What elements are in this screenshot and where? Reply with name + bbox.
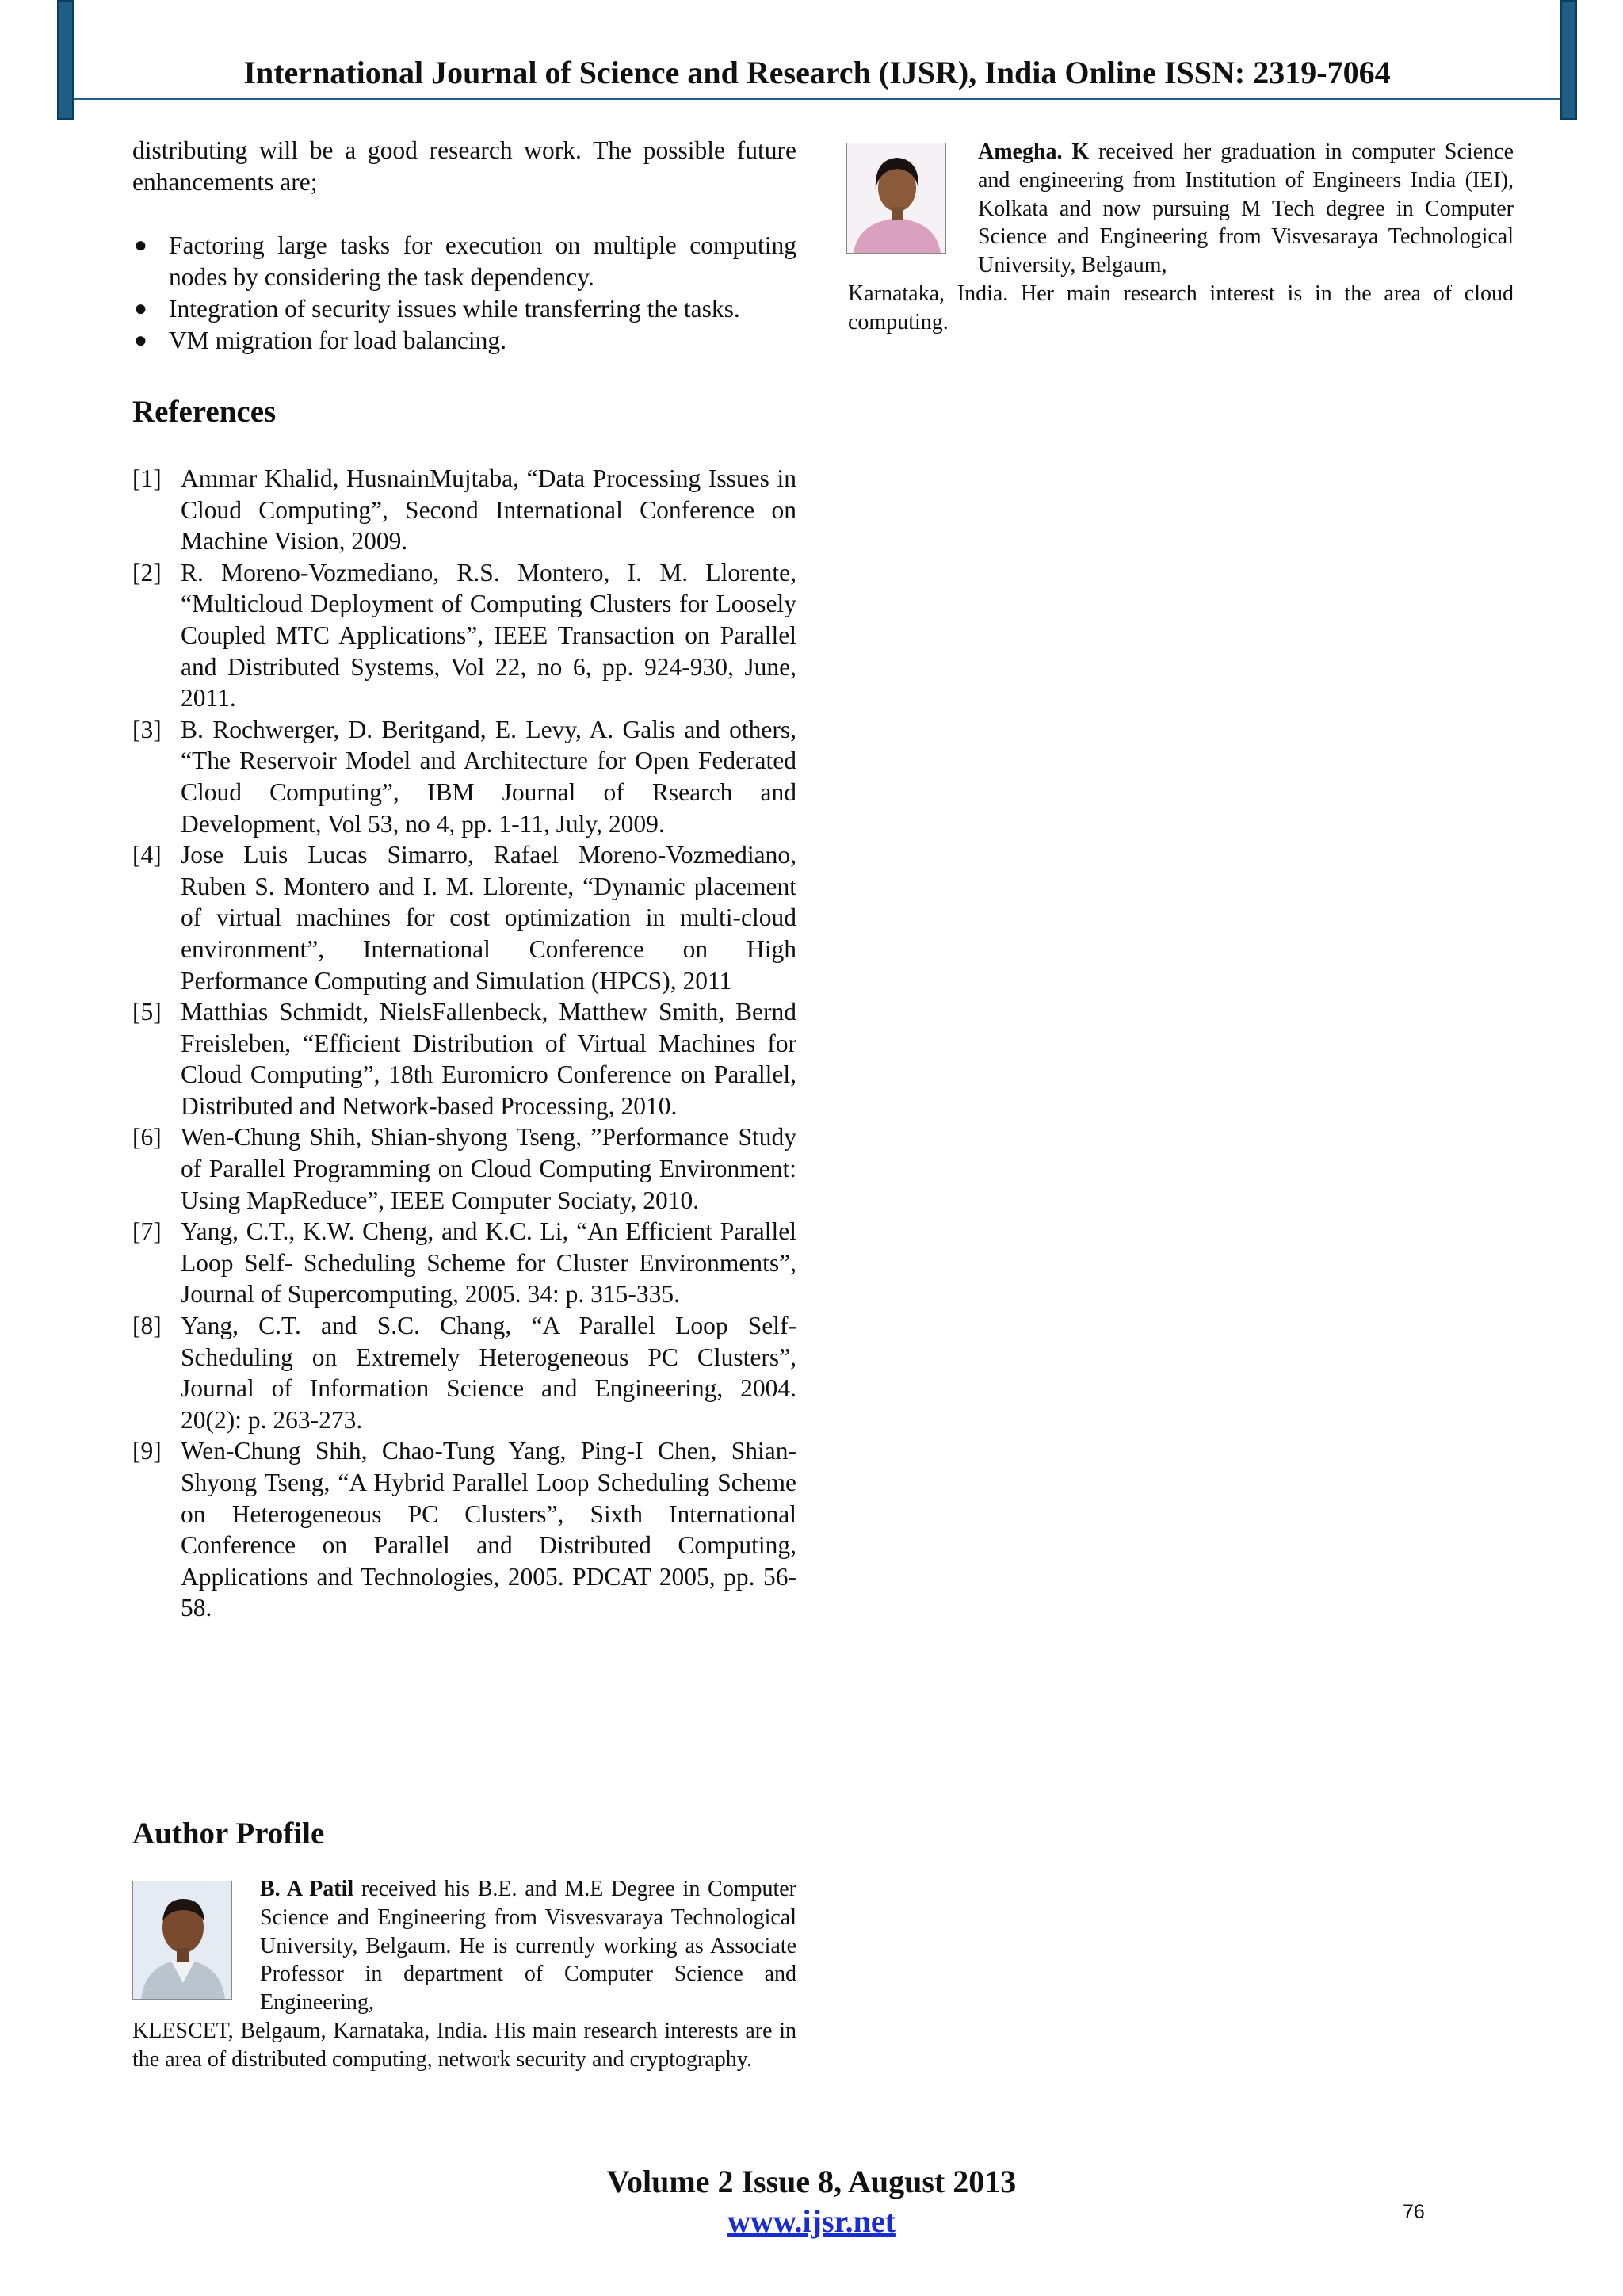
author1-bio-indented: B. A Patil received his B.E. and M.E Degree in Computer Science and Engineering from Visvesvaraya Technological University, Belgaum. He is currently working as Associate Professor in department of Computer Science and Engineering, bbox=[260, 1877, 797, 2015]
list-item: ● Factoring large tasks for execution on multiple computing nodes by considering the task dependency. bbox=[134, 231, 796, 291]
header-divider bbox=[74, 98, 1560, 100]
reference-item: [6] Wen-Chung Shih, Shian-shyong Tseng, ”Performance Study of Parallel Programming on Cloud Computing Environment: Using MapReduce”, IEEE Computer Sociaty, 2010. bbox=[132, 1123, 796, 1214]
reference-item: [1] Ammar Khalid, HusnainMujtaba, “Data Processing Issues in Cloud Computing”, Second International Conference on Machine Vision, 2009. bbox=[132, 464, 796, 556]
author1-name: B. A Patil bbox=[260, 1877, 354, 1901]
future-work-section bbox=[132, 135, 796, 357]
author1-bio bbox=[132, 1875, 796, 2074]
bullet-icon: ● bbox=[134, 233, 147, 258]
reference-item: [3] B. Rochwerger, D. Beritgand, E. Levy, A. Galis and others, “The Reservoir Model and Architecture for Open Federated Cloud Computing”, IBM Journal of Rsearch and Development, Vol 53, no 4, pp. 1-11, July, 2009. bbox=[132, 715, 796, 838]
references-heading: References bbox=[132, 395, 277, 429]
reference-item: [4] Jose Luis Lucas Simarro, Rafael Moreno-Vozmediano, Ruben S. Montero and I. M. Llorente, “Dynamic placement of virtual machines for cost optimization in multi-cloud environment”, International Conference on High Performance Computing and Simulation (HPCS), 2011 bbox=[132, 841, 796, 995]
author-profile-heading-wrap bbox=[132, 1818, 796, 1849]
author2-name: Amegha. K bbox=[978, 139, 1090, 164]
reference-item: [2] R. Moreno-Vozmediano, R.S. Montero, I. M. Llorente, “Multicloud Deployment of Computing Clusters for Loosely Coupled MTC Applications”, IEEE Transaction on Parallel and Distributed Systems, Vol 22, no 6, pp. 924-930, June, 2011. bbox=[132, 558, 796, 712]
footer-link[interactable]: www.ijsr.net bbox=[727, 2203, 896, 2239]
bullet-icon: ● bbox=[134, 296, 147, 321]
header-right-bar bbox=[1560, 0, 1577, 120]
bullet-icon: ● bbox=[134, 328, 147, 353]
list-item: ● Integration of security issues while transferring the tasks. bbox=[132, 293, 796, 325]
enhancements-list bbox=[132, 230, 796, 357]
author2-bio-indented: Amegha. K received her graduation in computer Science and engineering from Institution of Engineers India (IEI), Kolkata and now pursuing M Tech degree in Computer Science and Engineering from Visvesaraya Technological University, Belgaum, bbox=[978, 139, 1514, 278]
references-section bbox=[132, 463, 796, 1624]
author2-bio bbox=[848, 138, 1514, 337]
reference-item: [9] Wen-Chung Shih, Chao-Tung Yang, Ping-I Chen, Shian-Shyong Tseng, “A Hybrid Parallel Loop Scheduling Scheme on Heterogeneous PC Clusters”, Sixth International Conference on Parallel and Distributed Computing, Applications and Technologies, 2005. PDCAT 2005, pp. 56-58. bbox=[132, 1437, 796, 1622]
reference-item: [7] Yang, C.T., K.W. Cheng, and K.C. Li, “An Efficient Parallel Loop Self- Scheduling Scheme for Cluster Environments”, Journal of Supercomputing, 2005. 34: p. 315-335. bbox=[132, 1217, 796, 1308]
author2-bio-full: Karnataka, India. Her main research interest is in the area of cloud computing. bbox=[848, 281, 1514, 334]
reference-item: [5] Matthias Schmidt, NielsFallenbeck, Matthew Smith, Bernd Freisleben, “Efficient Distribution of Virtual Machines for Cloud Computing”, 18th Euromicro Conference on Parallel, Distributed and Network-based Processing, 2010. bbox=[132, 998, 796, 1120]
reference-item: [8] Yang, C.T. and S.C. Chang, “A Parallel Loop Self-Scheduling on Extremely Heterogeneous PC Clusters”, Journal of Information Science and Engineering, 2004. 20(2): p. 263-273. bbox=[132, 1312, 796, 1434]
references-heading-wrap bbox=[132, 396, 796, 427]
page-number: 76 bbox=[1403, 2201, 1425, 2223]
header-left-bar bbox=[57, 0, 74, 120]
intro-paragraph: distributing will be a good research work. The possible future enhancements are; bbox=[132, 136, 796, 196]
references-list bbox=[132, 463, 796, 1624]
list-item: ● VM migration for load balancing. bbox=[132, 325, 796, 357]
footer-volume: Volume 2 Issue 8, August 2013 bbox=[606, 2164, 1017, 2199]
journal-header-title: International Journal of Science and Research (IJSR), India Online ISSN: 2319-7064 bbox=[243, 55, 1391, 90]
author-profile-heading: Author Profile bbox=[132, 1817, 325, 1851]
author1-bio-full: KLESCET, Belgaum, Karnataka, India. His main research interests are in the area of distributed computing, network security and cryptography. bbox=[132, 2018, 796, 2072]
